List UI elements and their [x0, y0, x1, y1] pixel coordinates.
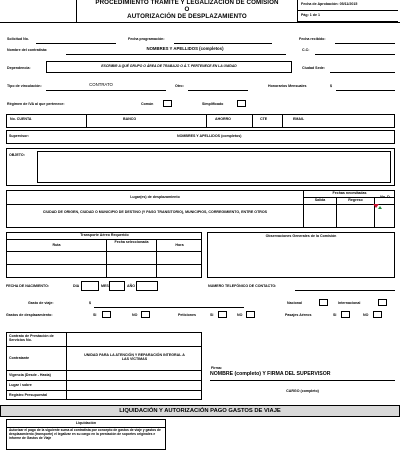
bank-row	[6, 114, 395, 128]
lugares-cell[interactable]	[7, 205, 304, 228]
title-line-1: PROCEDIMIENTO TRAMITE Y LEGALIZACIÓN DE COMISION	[95, 0, 279, 6]
ruta-cell	[7, 240, 107, 252]
tipo-value[interactable]: CONTRATO	[89, 82, 113, 87]
desp-no-checkbox[interactable]	[141, 311, 150, 318]
lugares-header-cell	[7, 191, 304, 205]
observaciones-box[interactable]	[207, 232, 395, 278]
title-line-2: O	[184, 6, 190, 14]
liquidacion-header: LIQUIDACIÓN Y AUTORIZACIÓN PAGO GASTOS DE VIAJE	[119, 407, 281, 414]
dependencia-label: Dependencia:	[7, 66, 31, 70]
ano-label: AÑO	[127, 284, 135, 288]
travel-table	[6, 190, 395, 228]
ahorro-cell[interactable]	[207, 115, 253, 128]
header-title-block	[76, 0, 298, 22]
pasaje-si-checkbox[interactable]	[341, 311, 350, 318]
honorarios-currency: $	[330, 84, 332, 88]
cargo-label: CARGO (completo)	[286, 389, 319, 393]
mes-field[interactable]	[109, 281, 125, 291]
fecha-prog-field[interactable]	[174, 43, 272, 44]
internacional-checkbox[interactable]	[378, 299, 387, 306]
comun-label: Común	[141, 102, 154, 106]
telefono-field[interactable]	[295, 290, 395, 291]
peticion-si-checkbox[interactable]	[218, 311, 227, 318]
objeto-label: OBJETO:	[9, 153, 25, 157]
firma-label: Firma:	[211, 366, 222, 370]
otro-field[interactable]	[188, 90, 248, 91]
email-label: EMAIL	[293, 117, 305, 121]
contract-table	[6, 332, 202, 400]
hora-label: Hora	[175, 243, 184, 247]
banco-label: BANCO	[123, 117, 137, 121]
objeto-field[interactable]	[37, 151, 391, 183]
tipo-underline	[46, 90, 166, 91]
honorarios-label: Honorarios Mensuales	[268, 84, 307, 88]
approval-date: Fecha de Aprobación: 05/11/2015	[301, 2, 358, 6]
green-flag-icon	[378, 206, 382, 209]
mes-label: MES	[101, 284, 109, 288]
gastos-desp-label: Gastos de desplazamiento:	[6, 313, 53, 317]
page-info-cell	[298, 11, 398, 22]
peticion-no-checkbox[interactable]	[246, 311, 255, 318]
peticion-label: Peticiones	[178, 313, 196, 317]
nombre-value[interactable]: NOMBRES Y APELLIDOS (completos)	[146, 46, 224, 51]
approval-date-cell	[298, 0, 398, 11]
liquidacion-text: Autorizar el pago de la siguiente suma al contratista por concepto de gastos de viaje y gastos de desplazamiento (transporte) el legalizar en su cargo en la prestación de soportes originales e informe de Gastos de Viaje	[9, 428, 161, 440]
registro-label-cell	[7, 391, 67, 400]
si3-label: SI	[333, 313, 337, 317]
hora-row2[interactable]	[157, 265, 202, 278]
cc-label: C.C:	[302, 48, 310, 52]
otro-label: Otro:	[175, 84, 184, 88]
salida-cell	[304, 198, 337, 205]
lugares-text: CIUDAD DE ORIGEN, CIUDAD O MUNICIPIO DE DESTINO (Y PASO TRANSITORIO), MUNICIPIOS, CORREGIMIENTO, ENTRE OTROS	[42, 210, 268, 214]
nacimiento-label: FECHA DE NACIMIENTO:	[6, 284, 50, 288]
liquidacion-subheader: Liquidación	[75, 421, 97, 425]
regreso-label: Regreso	[348, 198, 363, 202]
ruta-row1[interactable]	[7, 252, 107, 265]
fecha-recibido-label: Fecha recibido:	[299, 37, 326, 41]
observaciones-header: Observaciones Generales de la Comisión	[265, 234, 337, 238]
gasto-currency: $	[89, 301, 91, 305]
objeto-box[interactable]	[6, 148, 395, 186]
fecha-sel-label: Fecha seleccionada	[114, 240, 149, 244]
lugar-label: Lugar / sobre	[9, 383, 32, 387]
regreso-field[interactable]	[337, 205, 375, 228]
supervisor-row[interactable]	[6, 130, 395, 144]
gasto-field[interactable]	[94, 307, 244, 308]
transport-table	[6, 232, 202, 278]
si1-label: SI	[93, 313, 97, 317]
vigencia-field[interactable]	[67, 371, 202, 381]
liquidacion-box	[6, 419, 166, 450]
transport-header: Transporte Aéreo Requerido	[80, 233, 129, 237]
nombre-label: Nombre del contratista:	[7, 48, 48, 52]
pasaje-label: Pasajes Aéreos	[285, 313, 312, 317]
registro-field[interactable]	[67, 391, 202, 400]
regimen-label: Régimen de IVA al que pertenece:	[7, 102, 65, 106]
internacional-label: Internacional	[338, 301, 361, 305]
vigencia-label: Vigencia (Desde - Hasta)	[9, 373, 51, 377]
nacional-checkbox[interactable]	[319, 299, 328, 306]
nacional-label: Nacional	[287, 301, 302, 305]
contratante-value-cell	[67, 347, 202, 371]
ruta-row2[interactable]	[7, 265, 107, 278]
n-cell	[375, 191, 395, 205]
dia-label: DIA	[73, 284, 80, 288]
tipo-label: Tipo de vinculación:	[7, 84, 42, 88]
regreso-cell	[337, 198, 375, 205]
lugares-header: Lugar(es) de desplazamiento	[130, 195, 180, 199]
contratante-value: UNIDAD PARA LA ATENCIÓN Y REPARACIÓN INTEGRAL A LAS VÍCTIMAS	[84, 353, 185, 362]
title-line-3: AUTORIZACIÓN DE DESPLAZAMIENTO	[127, 13, 247, 21]
solicitud-label: Solicitud No.	[7, 37, 29, 41]
fecha-prog-label: Fecha programación:	[128, 37, 165, 41]
cc-field[interactable]	[315, 54, 395, 55]
fechas-header: Fechas necesitadas	[332, 191, 367, 195]
no2-label: NO	[237, 313, 243, 317]
cte-cell[interactable]	[253, 115, 283, 128]
ano-field[interactable]	[136, 281, 158, 291]
contrato-label: Contrato de Prestación de Servicios No.	[9, 334, 54, 343]
cte-label: CTE	[260, 117, 268, 121]
supervisor-label: Supervisor:	[9, 134, 29, 138]
salida-field[interactable]	[304, 205, 337, 228]
ciudad-field[interactable]	[330, 72, 395, 73]
desp-si-checkbox[interactable]	[102, 311, 111, 318]
gasto-label: Gasto de viaje:	[28, 301, 54, 305]
lugar-field[interactable]	[67, 381, 202, 391]
fecha-row2[interactable]	[107, 265, 157, 278]
si2-label: SI	[210, 313, 214, 317]
comun-checkbox[interactable]	[163, 100, 172, 107]
salida-label: Salida	[314, 198, 326, 202]
honorarios-field[interactable]	[336, 90, 395, 91]
liquidacion-header-bar	[0, 405, 400, 417]
dia-field[interactable]	[81, 281, 99, 291]
cuenta-cell[interactable]	[7, 115, 87, 128]
hora-row1[interactable]	[157, 252, 202, 265]
email-cell[interactable]	[283, 115, 395, 128]
no3-label: NO	[363, 313, 369, 317]
contratante-label-cell	[7, 347, 67, 371]
lugar-label-cell	[7, 381, 67, 391]
dependencia-value: ESCRIBIR A QUÉ GRUPO O ÁREA DE TRABAJO O Á.T. PERTENECE EN LA UNIDAD	[101, 64, 237, 68]
ahorro-label: AHORRO	[215, 117, 231, 121]
liquidacion-subheader-cell	[7, 420, 165, 428]
dependencia-box[interactable]	[46, 61, 292, 73]
supervisor-value: NOMBRES Y APELLIDOS (completos)	[177, 134, 242, 138]
contrato-label-cell	[7, 333, 67, 347]
telefono-label: NUMERO TELEFÓNICO DE CONTACTO:	[208, 284, 277, 288]
ciudad-label: Ciudad Sede:	[302, 66, 325, 70]
simplificado-checkbox[interactable]	[237, 100, 246, 107]
hora-cell	[157, 240, 202, 252]
contrato-field[interactable]	[67, 333, 202, 347]
registro-label: Registro Presupuestal	[9, 393, 48, 397]
solicitud-field[interactable]	[36, 43, 116, 44]
fecha-recibido-field[interactable]	[335, 43, 395, 44]
supervisor-signature-name: NOMBRE (completo) Y FIRMA DEL SUPERVISOR	[210, 371, 331, 377]
simplificado-label: Simplificado	[202, 102, 224, 106]
cuenta-label: No. CUENTA	[10, 117, 32, 121]
ruta-label: Ruta	[52, 243, 61, 247]
firma-line[interactable]	[210, 380, 395, 381]
page-info: Pág: 1 de 1	[301, 13, 320, 17]
no1-label: NO	[132, 313, 138, 317]
banco-cell[interactable]	[87, 115, 207, 128]
fecha-row1[interactable]	[107, 252, 157, 265]
nombre-underline	[66, 54, 286, 55]
header-divider	[0, 22, 400, 23]
pasaje-no-checkbox[interactable]	[373, 311, 382, 318]
contratante-label: Contratante	[9, 356, 30, 360]
n-label: No. D	[380, 195, 390, 199]
transport-header-cell	[7, 233, 202, 240]
fecha-sel-cell	[107, 240, 157, 252]
vigencia-label-cell	[7, 371, 67, 381]
